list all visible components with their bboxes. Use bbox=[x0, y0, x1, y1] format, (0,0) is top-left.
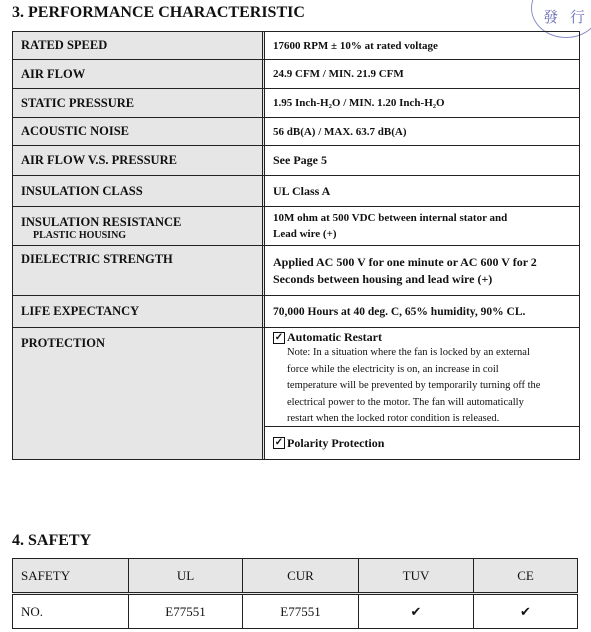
safety-cell-ce-check-icon: ✔ bbox=[474, 594, 578, 629]
checkbox-checked-icon: ✓ bbox=[274, 437, 284, 448]
value-insulation-class: UL Class A bbox=[273, 183, 331, 198]
performance-table bbox=[12, 31, 580, 460]
value-acoustic-noise: 56 dB(A) / MAX. 63.7 dB(A) bbox=[273, 125, 407, 138]
row-life-expectancy bbox=[13, 296, 579, 328]
value-dielectric-line2: Seconds between housing and lead wire (+) bbox=[273, 271, 493, 286]
value-static-pressure: 1.95 Inch-H₂O / MIN. 1.20 Inch-H₂O bbox=[273, 97, 445, 109]
safety-cell-tuv-check-icon: ✔ bbox=[359, 594, 474, 629]
polarity-protection-title-row bbox=[273, 436, 384, 451]
safety-header-safety: SAFETY bbox=[13, 559, 129, 594]
safety-header-tuv: TUV bbox=[359, 559, 474, 594]
polarity-protection-cell bbox=[265, 427, 579, 459]
safety-table bbox=[12, 558, 578, 629]
row-static-pressure bbox=[13, 89, 579, 118]
section-3-title: 3. PERFORMANCE CHARACTERISTIC bbox=[12, 4, 305, 21]
label-air-flow: AIR FLOW bbox=[13, 60, 265, 88]
label-protection: PROTECTION bbox=[13, 328, 265, 459]
row-insulation-resistance bbox=[13, 207, 579, 246]
label-insulation-class: INSULATION CLASS bbox=[13, 176, 265, 206]
value-life-expectancy: 70,000 Hours at 40 deg. C, 65% humidity, 90% CL. bbox=[273, 305, 526, 318]
safety-cell-cur: E77551 bbox=[243, 594, 359, 629]
row-insulation-class bbox=[13, 176, 579, 207]
safety-header-cur: CUR bbox=[243, 559, 359, 594]
safety-header-row bbox=[13, 559, 578, 594]
section-4-title: 4. SAFETY bbox=[12, 532, 92, 549]
row-dielectric-strength bbox=[13, 246, 579, 296]
label-insulation-resistance-cell bbox=[13, 207, 265, 245]
safety-cell-ul: E77551 bbox=[129, 594, 243, 629]
label-insulation-resistance: INSULATION RESISTANCE bbox=[21, 215, 182, 229]
value-rated-speed: 17600 RPM ± 10% at rated voltage bbox=[273, 39, 438, 52]
value-protection bbox=[265, 328, 579, 459]
value-insulation-resistance-line2: Lead wire (+) bbox=[273, 228, 337, 240]
row-protection bbox=[13, 328, 579, 459]
label-static-pressure: STATIC PRESSURE bbox=[13, 89, 265, 117]
value-dielectric-line1: Applied AC 500 V for one minute or AC 600 V for 2 bbox=[273, 254, 537, 269]
row-acoustic-noise bbox=[13, 118, 579, 146]
row-air-flow bbox=[13, 60, 579, 89]
label-rated-speed: RATED SPEED bbox=[13, 32, 265, 59]
note-line-4: electrical power to the motor. The fan will automatically bbox=[287, 396, 524, 408]
safety-row-no bbox=[13, 594, 578, 629]
automatic-restart-title: Automatic Restart bbox=[287, 330, 382, 344]
sublabel-plastic-housing: PLASTIC HOUSING bbox=[33, 230, 127, 241]
label-life-expectancy: LIFE EXPECTANCY bbox=[13, 296, 265, 327]
automatic-restart-cell bbox=[265, 328, 579, 427]
checkbox-checked-icon: ✓ bbox=[274, 331, 284, 343]
note-line-5: restart when the locked rotor condition is released. bbox=[287, 413, 500, 424]
polarity-protection-title: Polarity Protection bbox=[287, 435, 385, 450]
note-line-2: force while the electricity is on, an increase in coil bbox=[287, 363, 499, 375]
value-dielectric-strength bbox=[265, 246, 579, 295]
label-acoustic-noise: ACOUSTIC NOISE bbox=[13, 118, 265, 145]
safety-cell-no: NO. bbox=[13, 594, 129, 629]
label-dielectric-strength: DIELECTRIC STRENGTH bbox=[13, 246, 265, 295]
automatic-restart-note bbox=[273, 345, 571, 428]
safety-header-ul: UL bbox=[129, 559, 243, 594]
value-insulation-resistance bbox=[265, 207, 579, 245]
note-line-3: temperature will be prevented by temporarily turning off the bbox=[287, 380, 541, 391]
automatic-restart-title-row bbox=[273, 330, 571, 345]
row-rated-speed bbox=[13, 32, 579, 60]
stamp-seal: 發 行 bbox=[531, 0, 591, 38]
value-insulation-resistance-line1: 10M ohm at 500 VDC between internal stator and bbox=[273, 212, 508, 224]
row-air-flow-pressure bbox=[13, 146, 579, 176]
value-air-flow: 24.9 CFM / MIN. 21.9 CFM bbox=[273, 68, 404, 80]
safety-header-ce: CE bbox=[474, 559, 578, 594]
note-line-1: Note: In a situation where the fan is locked by an external bbox=[287, 347, 530, 358]
value-air-flow-pressure: See Page 5 bbox=[273, 153, 327, 167]
label-air-flow-pressure: AIR FLOW V.S. PRESSURE bbox=[13, 146, 265, 175]
